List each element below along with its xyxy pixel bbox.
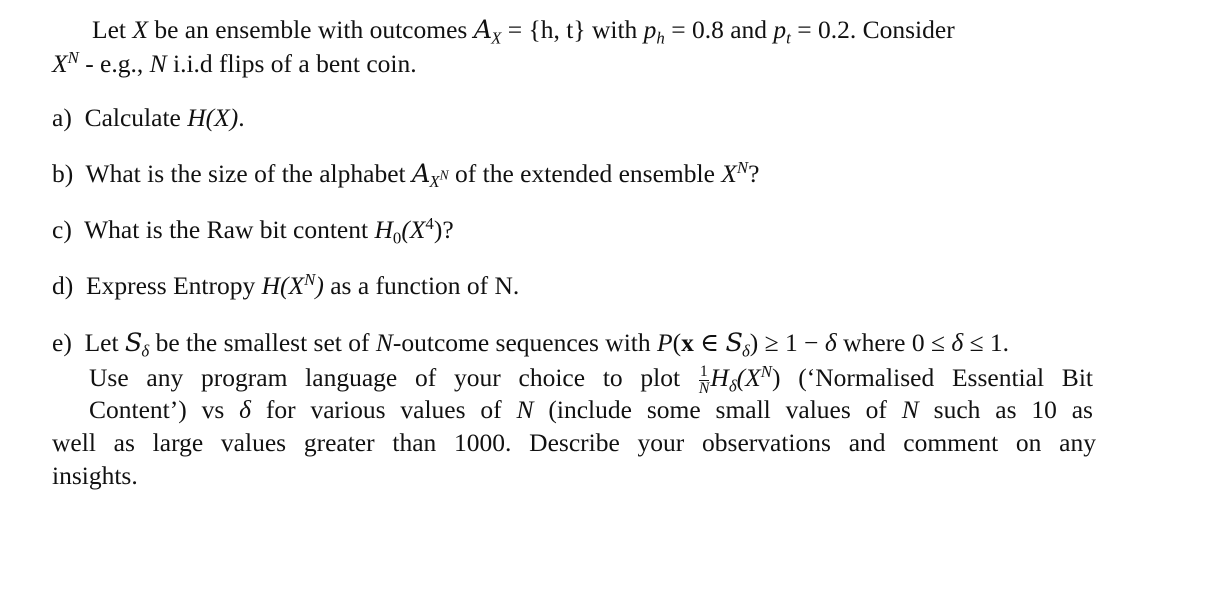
- entropy-symbol: H: [374, 215, 393, 244]
- question-text: What is the size of the alphabet: [85, 159, 412, 188]
- question-text: (include some small values of: [533, 395, 902, 424]
- intro-line-1: [92, 14, 955, 46]
- vector-x: x: [681, 328, 694, 357]
- item-label: b): [52, 159, 74, 188]
- question-text: What is the Raw bit content: [84, 215, 375, 244]
- entropy-symbol: H: [710, 363, 729, 392]
- question-c: [52, 214, 454, 246]
- var-n: N: [901, 395, 919, 424]
- question-e-line-5: [52, 460, 138, 492]
- alphabet-subscript: X: [429, 172, 440, 192]
- prob-symbol: P: [657, 328, 673, 357]
- prob-symbol: p: [643, 15, 657, 44]
- intro-text: - e.g.,: [78, 49, 150, 78]
- intro-text: = {h, t} with: [501, 15, 644, 44]
- var-n: N: [375, 328, 393, 357]
- question-a: [52, 102, 245, 134]
- question-text: Use any program language of your choice to plot: [89, 363, 698, 392]
- alphabet-symbol: A: [473, 15, 492, 45]
- question-text: ?: [442, 215, 454, 244]
- question-text: Calculate: [84, 103, 188, 132]
- superscript-n: N: [760, 361, 772, 381]
- delta-symbol: δ: [239, 395, 251, 424]
- delta-subscript: δ: [741, 341, 750, 361]
- question-text: be the smallest set of: [149, 328, 376, 357]
- math-expr: ∈: [693, 328, 726, 357]
- question-e-line-3: [89, 394, 1093, 426]
- fraction-one-over-n: $\frac{1}{N}$: [698, 362, 710, 397]
- superscript-n: N: [736, 157, 749, 177]
- math-expr: ): [315, 271, 324, 300]
- question-text: ) (‘Normalised Essential Bit: [771, 363, 1093, 392]
- intro-text: be an ensemble with outcomes: [147, 15, 474, 44]
- question-text: as a function of N.: [323, 271, 520, 300]
- intro-line-2: [52, 48, 417, 80]
- intro-text: = 0.8 and: [664, 15, 774, 44]
- item-label: c): [52, 215, 72, 244]
- prob-subscript: t: [786, 28, 791, 48]
- question-text: Content’) vs: [89, 395, 240, 424]
- question-e-line-1: [52, 327, 1009, 359]
- intro-text: i.i.d flips of a bent coin.: [166, 49, 417, 78]
- item-label: e): [52, 328, 72, 357]
- subscript-zero: 0: [392, 228, 402, 248]
- question-e-line-4: [52, 427, 1096, 459]
- superscript-four: 4: [425, 213, 434, 233]
- set-symbol: S: [725, 328, 742, 358]
- question-text: where 0 ≤: [836, 328, 952, 357]
- set-symbol: S: [124, 328, 142, 358]
- prob-symbol: p: [773, 15, 787, 44]
- var-n: N: [516, 395, 534, 424]
- math-expr: (X: [401, 215, 426, 244]
- question-text: .: [238, 103, 245, 132]
- var-x: X: [132, 15, 148, 44]
- delta-subscript: δ: [141, 341, 150, 361]
- question-e-line-2: [89, 362, 1093, 396]
- math-expr: ): [433, 215, 443, 244]
- math-expr: (X: [736, 363, 761, 392]
- var-x: X: [721, 159, 737, 188]
- delta-subscript: δ: [728, 376, 737, 396]
- var-n: N: [149, 49, 167, 78]
- delta-symbol: δ: [951, 328, 964, 357]
- math-expr: H(X: [261, 271, 305, 300]
- prob-subscript: h: [656, 28, 665, 48]
- intro-text: Let: [92, 15, 133, 44]
- question-text: ?: [748, 159, 760, 188]
- intro-text: = 0.2. Consider: [790, 15, 955, 44]
- question-text: Express Entropy: [86, 271, 262, 300]
- alphabet-symbol: A: [411, 159, 430, 189]
- superscript-n: N: [439, 167, 449, 183]
- item-label: d): [52, 271, 74, 300]
- superscript-n: N: [67, 47, 79, 67]
- math-expr: (: [672, 328, 682, 357]
- math-expr: H(X): [187, 103, 239, 132]
- question-b: [52, 158, 759, 190]
- superscript-n: N: [304, 269, 316, 289]
- question-text: of the extended ensemble: [448, 159, 722, 188]
- question-text: insights.: [52, 461, 138, 490]
- question-d: [52, 270, 519, 302]
- question-text: Let: [84, 328, 125, 357]
- var-x: X: [52, 49, 68, 78]
- math-expr: ) ≥ 1 −: [749, 328, 825, 357]
- question-text: ≤ 1.: [963, 328, 1010, 357]
- delta-symbol: δ: [824, 328, 837, 357]
- question-text: for various values of: [251, 395, 517, 424]
- question-text: well as large values greater than 1000. Describe your observations and comment on any: [52, 428, 1096, 457]
- question-text: -outcome sequences with: [392, 328, 658, 357]
- question-text: such as 10 as: [918, 395, 1093, 424]
- alphabet-subscript: X: [491, 28, 502, 48]
- item-label: a): [52, 103, 72, 132]
